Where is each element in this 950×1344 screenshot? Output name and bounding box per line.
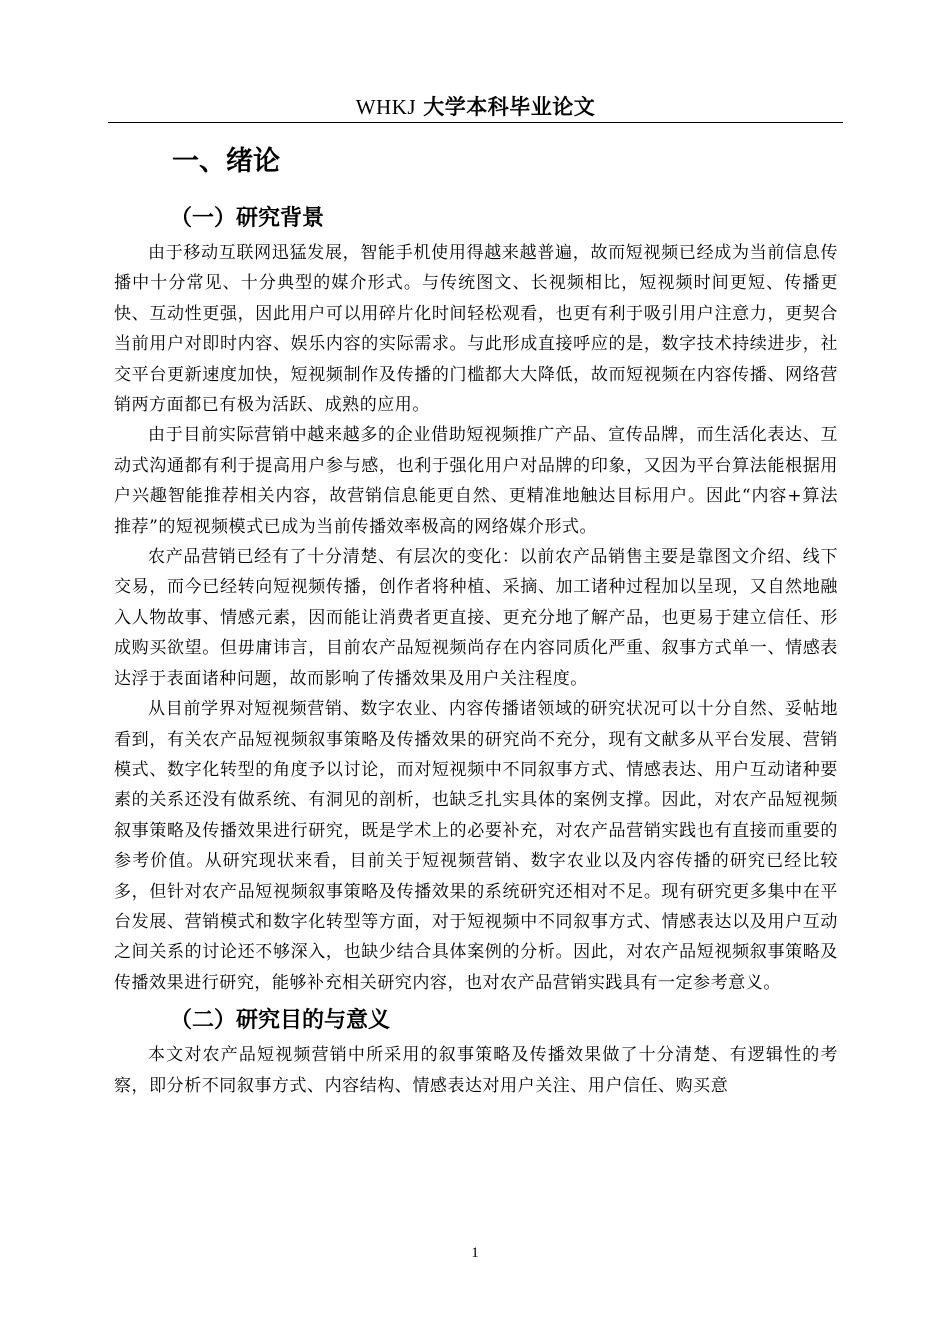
header-title [356,95,596,119]
chapter-title: 一、绪论 [172,146,280,177]
paragraph: 农产品营销已经有了十分清楚、有层次的变化：以前农产品销售主要是靠图文介绍、线下交易，而今已经转向短视频传播，创作者将种植、采摘、加工诸种过程加以呈现，又自然地融入人物故事、情感元素，因而能让消费者更直接、更充分地了解产品，也更易于建立信任、形成购买欲望。但毋庸讳言，目前农产品短视频尚存在内容同质化严重、叙事方式单一、情感表达浮于表面诸种问题，故而影响了传播效果及用户关注程度。 [114,547,838,689]
paragraph: 由于移动互联网迅猛发展，智能手机使用得越来越普遍，故而短视频已经成为当前信息传播中十分常见、十分典型的媒介形式。与传统图文、长视频相比，短视频时间更短、传播更快、互动性更强，因此用户可以用碎片化时间轻松观看，也更有利于吸引用户注意力，更契合当前用户对即时内容、娱乐内容的实际需求。与此形成直接呼应的是，数字技术持续进步，社交平台更新速度加快，短视频制作及传播的门槛都大大降低，故而短视频在内容传播、网络营销两方面都已有极为活跃、成熟的应用。 [114,243,838,416]
page-body [114,140,838,1101]
paragraph: 由于目前实际营销中越来越多的企业借助短视频推广产品、宣传品牌，而生活化表达、互动式沟通都有利于提高用户参与感，也利于强化用户对品牌的印象，又因为平台算法能根据用户兴趣智能推荐相关内容，故营销信息能更自然、更精准地触达目标用户。因此“内容+算法推荐”的短视频模式已成为当前传播效率极高的网络媒介形式。 [114,425,838,537]
paragraph: 本文对农产品短视频营销中所采用的叙事策略及传播效果做了十分清楚、有逻辑性的考察，即分析不同叙事方式、内容结构、情感表达对用户关注、用户信任、购买意 [114,1045,838,1096]
header-title-latin: WHKJ [355,95,417,119]
header-rule [108,122,843,123]
section-heading-purpose: （二）研究目的与意义 [170,1008,391,1034]
header-title-cjk: 大学本科毕业论文 [423,95,596,119]
section-heading-background: （一）研究背景 [170,206,325,231]
running-header [108,92,843,122]
paragraph: 从目前学界对短视频营销、数字农业、内容传播诸领域的研究状况可以十分自然、妥帖地看到，有关农产品短视频叙事策略及传播效果的研究尚不充分，现有文献多从平台发展、营销模式、数字化转型的角度予以讨论，而对短视频中不同叙事方式、情感表达、用户互动诸种要素的关系还没有做系统、有洞见的剖析，也缺乏扎实具体的案例支撑。因此，对农产品短视频叙事策略及传播效果进行研究，既是学术上的必要补充，对农产品营销实践也有直接而重要的参考价值。从研究现状来看，目前关于短视频营销、数字农业以及内容传播的研究已经比较多，但针对农产品短视频叙事策略及传播效果的系统研究还相对不足。现有研究更多集中在平台发展、营销模式和数字化转型等方面，对于短视频中不同叙事方式、情感表达以及用户互动之间关系的讨论还不够深入，也缺少结合具体案例的分析。因此，对农产品短视频叙事策略及传播效果进行研究，能够补充相关研究内容，也对农产品营销实践具有一定参考意义。 [114,699,838,993]
page-number: 1 [471,1245,479,1261]
